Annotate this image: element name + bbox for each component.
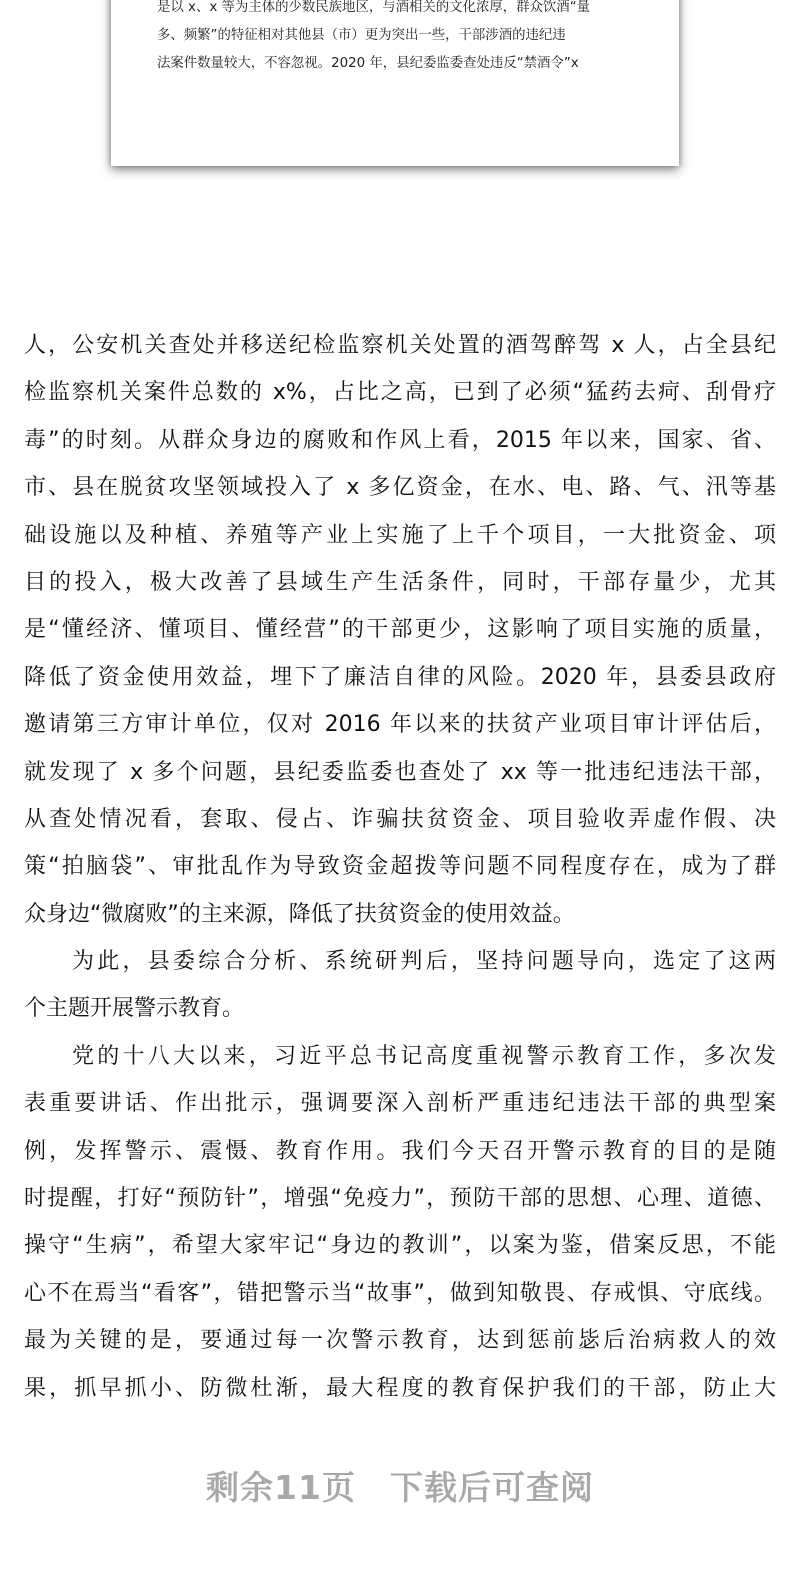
previous-page-preview bbox=[111, 0, 679, 166]
download-prompt[interactable] bbox=[0, 1462, 800, 1509]
preview-text-block bbox=[157, 0, 643, 78]
text-line: 最为关键的是，要通过每一次警示教育，达到惩前毖后治病救人的效 bbox=[24, 1328, 776, 1354]
text-line: 邀请第三方审计单位，仅对 2016 年以来的扶贫产业项目审计评估后， bbox=[24, 712, 776, 738]
text-line: 策“拍脑袋”、审批乱作为导致资金超拨等问题不同程度存在，成为了群 bbox=[24, 854, 776, 880]
preview-line: 法案件数量较大，不容忽视。2020 年，县纪委监委查处违反“禁酒令”x bbox=[157, 56, 579, 71]
text-line: 从查处情况看，套取、侵占、诈骗扶贫资金、项目验收弄虚作假、决 bbox=[24, 806, 776, 832]
text-line: 目的投入，极大改善了县域生产生活条件，同时，干部存量少，尤其 bbox=[24, 569, 776, 595]
text-line: 例，发挥警示、震慑、教育作用。我们今天召开警示教育的目的是随 bbox=[24, 1138, 776, 1164]
text-line: 心不在焉当“看客”，错把警示当“故事”，做到知敬畏、存戒惧、守底线。 bbox=[24, 1280, 776, 1306]
text-line: 降低了资金使用效益，埋下了廉洁自律的风险。2020 年，县委县政府 bbox=[24, 664, 776, 690]
text-line: 础设施以及种植、养殖等产业上实施了上千个项目，一大批资金、项 bbox=[24, 522, 776, 548]
text-line: 毒”的时刻。从群众身边的腐败和作风上看，2015 年以来，国家、省、 bbox=[24, 427, 776, 453]
text-line: 个主题开展警示教育。 bbox=[24, 996, 245, 1022]
text-line: 是“懂经济、懂项目、懂经营”的干部更少，这影响了项目实施的质量， bbox=[24, 617, 776, 643]
text-line: 表重要讲话、作出批示，强调要深入剖析严重违纪违法干部的典型案 bbox=[24, 1091, 776, 1117]
text-line: 人，公安机关查处并移送纪检监察机关处置的酒驾醉驾 x 人，占全县纪 bbox=[24, 333, 776, 358]
remaining-pages-label: 剩余11页 bbox=[206, 1468, 356, 1507]
preview-line: 多、频繁”的特征相对其他县（市）更为突出一些，干部涉酒的违纪违 bbox=[157, 28, 566, 43]
text-line: 操守“生病”，希望大家牢记“身边的教训”，以案为鉴，借案反思，不能 bbox=[24, 1233, 776, 1259]
text-line: 时提醒，打好“预防针”，增强“免疫力”，预防干部的思想、心理、道德、 bbox=[24, 1186, 776, 1212]
text-line: 果，抓早抓小、防微杜渐，最大程度的教育保护我们的干部，防止大 bbox=[24, 1375, 776, 1401]
document-body bbox=[24, 322, 776, 1412]
download-hint-label: 下载后可查阅 bbox=[389, 1468, 594, 1507]
text-line: 为此，县委综合分析、系统研判后，坚持问题导向，选定了这两 bbox=[72, 949, 776, 975]
text-line: 党的十八大以来，习近平总书记高度重视警示教育工作，多次发 bbox=[72, 1043, 776, 1069]
text-line: 市、县在脱贫攻坚领域投入了 x 多亿资金，在水、电、路、气、汛等基 bbox=[24, 475, 776, 501]
preview-line: 是以 x、x 等为主体的少数民族地区，与酒相关的文化浓厚，群众饮酒“量 bbox=[157, 0, 591, 15]
text-line: 众身边“微腐败”的主来源，降低了扶贫资金的使用效益。 bbox=[24, 901, 575, 927]
text-line: 就发现了 x 多个问题，县纪委监委也查处了 xx 等一批违纪违法干部， bbox=[24, 759, 776, 785]
text-line: 检监察机关案件总数的 x%，占比之高，已到了必须“猛药去疴、刮骨疗 bbox=[24, 380, 776, 406]
